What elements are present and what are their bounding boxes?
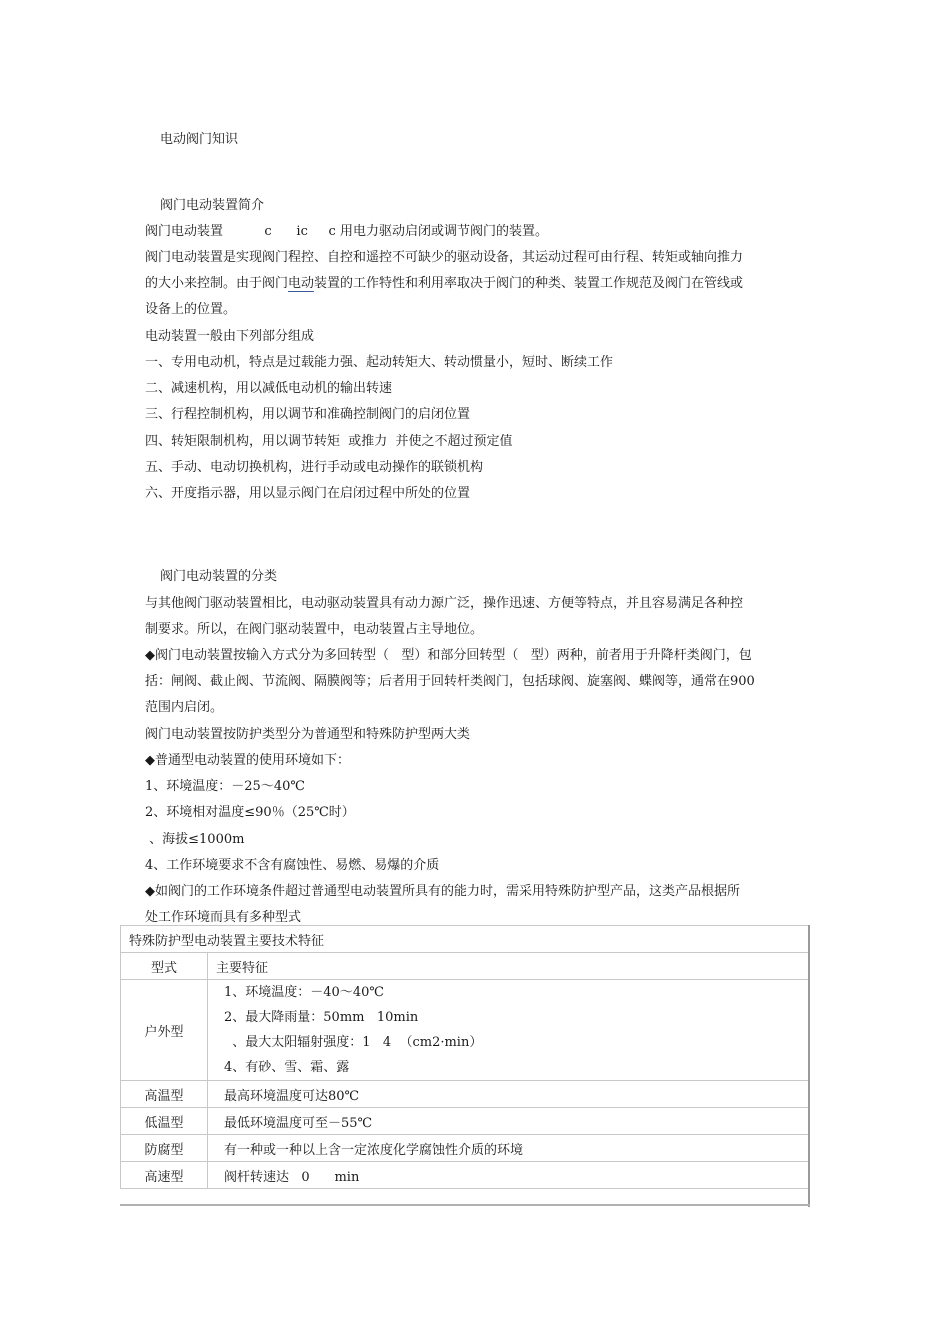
list-item: 一、专用电动机，特点是过载能力强、起动转矩大、转动惯量小，短时、断续工作 (145, 355, 614, 370)
definition-line (145, 224, 548, 240)
table-right-edge (808, 925, 810, 1207)
definition-term: 阀门电动装置 (145, 224, 224, 239)
paragraph-line: 阀门电动装置是实现阀门程控、自控和遥控不可缺少的驱动设备，其运动过程可由行程、转矩或轴向推力 (145, 250, 744, 265)
paragraph-line: 与其他阀门驱动装置相比，电动驱动装置具有动力源广泛，操作迅速、方便等特点，并且容易满足各种控 (145, 596, 744, 611)
table-caption: 特殊防护型电动装置主要技术特征 (121, 926, 810, 953)
feature-text: 有一种或一种以上含一定浓度化学腐蚀性介质的环境 (224, 1142, 524, 1158)
table-row (121, 1108, 810, 1135)
paragraph-line: ◆阀门电动装置按输入方式分为多回转型（ 型）和部分回转型（ 型）两种，前者用于升降杆类阀门，包 (145, 648, 752, 663)
paragraph-line: 处工作环境而具有多种型式 (145, 910, 302, 925)
table-caption-row (121, 926, 810, 953)
definition-text: 用电力驱动启闭或调节阀门的装置。 (339, 224, 548, 239)
type-cell: 高速型 (121, 1162, 208, 1189)
paragraph-line: 设备上的位置。 (145, 302, 237, 317)
feature-cell (208, 1081, 810, 1108)
type-cell: 户外型 (121, 980, 208, 1081)
feature-cell (208, 1162, 810, 1189)
column-header-type: 型式 (121, 953, 208, 980)
paragraph-line: 阀门电动装置按防护类型分为普通型和特殊防护型两大类 (145, 727, 471, 742)
list-item: 五、手动、电动切换机构，进行手动或电动操作的联锁机构 (145, 460, 484, 475)
paragraph-line: 1、环境温度：－25～40℃ (145, 779, 305, 794)
paragraph-line: 括：闸阀、截止阀、节流阀、隔膜阀等；后者用于回转杆类阀门，包括球阀、旋塞阀、蝶阀等，通常在900 (145, 674, 755, 689)
table-header-row (121, 953, 810, 980)
definition-gap: c ic c (223, 224, 340, 239)
feature-text: 最低环境温度可至－55℃ (224, 1115, 373, 1131)
table-row (121, 1162, 810, 1189)
list-item: 六、开度指示器，用以显示阀门在启闭过程中所处的位置 (145, 486, 471, 501)
type-cell: 高温型 (121, 1081, 208, 1108)
feature-line: 2、最大降雨量：50mm 10min (224, 1010, 419, 1025)
type-cell: 低温型 (121, 1108, 208, 1135)
paragraph-line: 4、工作环境要求不含有腐蚀性、易燃、易爆的介质 (145, 858, 440, 873)
document-title: 电动阀门知识 (160, 132, 239, 147)
table-row (121, 980, 810, 1081)
spec-table (120, 925, 810, 1189)
feature-cell (208, 980, 810, 1081)
paragraph-text: 的大小来控制。由于阀门 (145, 276, 289, 291)
feature-line: 、最大太阳辐射强度：1 4 （cm2·min） (224, 1035, 483, 1050)
list-item: 四、转矩限制机构，用以调节转矩 或推力 并使之不超过预定值 (145, 434, 513, 449)
table-row (121, 1081, 810, 1108)
paragraph-line: ◆如阀门的工作环境条件超过普通型电动装置所具有的能力时，需采用特殊防护型产品，这类产品根据所 (145, 884, 740, 899)
paragraph-line: 2、环境相对温度≤90％（25℃时） (145, 805, 355, 820)
section-heading-intro: 阀门电动装置简介 (160, 198, 265, 213)
section-heading-classification: 阀门电动装置的分类 (160, 569, 278, 584)
column-header-feature: 主要特征 (208, 953, 810, 980)
feature-line: 4、有砂、雪、霜、露 (224, 1060, 350, 1075)
paragraph-line: 、海拔≤1000m (145, 832, 245, 847)
paragraph-line: 制要求。所以，在阀门驱动装置中，电动装置占主导地位。 (145, 622, 484, 637)
feature-text: 最高环境温度可达80℃ (224, 1088, 360, 1104)
paragraph-line: ◆普通型电动装置的使用环境如下： (145, 753, 350, 768)
list-item: 三、行程控制机构，用以调节和准确控制阀门的启闭位置 (145, 407, 471, 422)
feature-cell (208, 1135, 810, 1162)
table-row (121, 1135, 810, 1162)
paragraph-text: 装置的工作特性和利用率取决于阀门的种类、装置工作规范及阀门在管线或 (314, 276, 744, 291)
feature-line: 1、环境温度：－40～40℃ (224, 985, 384, 1000)
table-bottom-edge (120, 1204, 810, 1206)
list-item: 二、减速机构，用以减低电动机的输出转速 (145, 381, 393, 396)
paragraph-line (145, 276, 743, 292)
type-cell: 防腐型 (121, 1135, 208, 1162)
paragraph-line: 范围内启闭。 (145, 700, 224, 715)
composition-intro: 电动装置一般由下列部分组成 (145, 329, 315, 344)
feature-cell (208, 1108, 810, 1135)
feature-text: 阀杆转速达 0 min (224, 1169, 360, 1185)
underlined-link-text[interactable]: 电动 (288, 276, 315, 291)
